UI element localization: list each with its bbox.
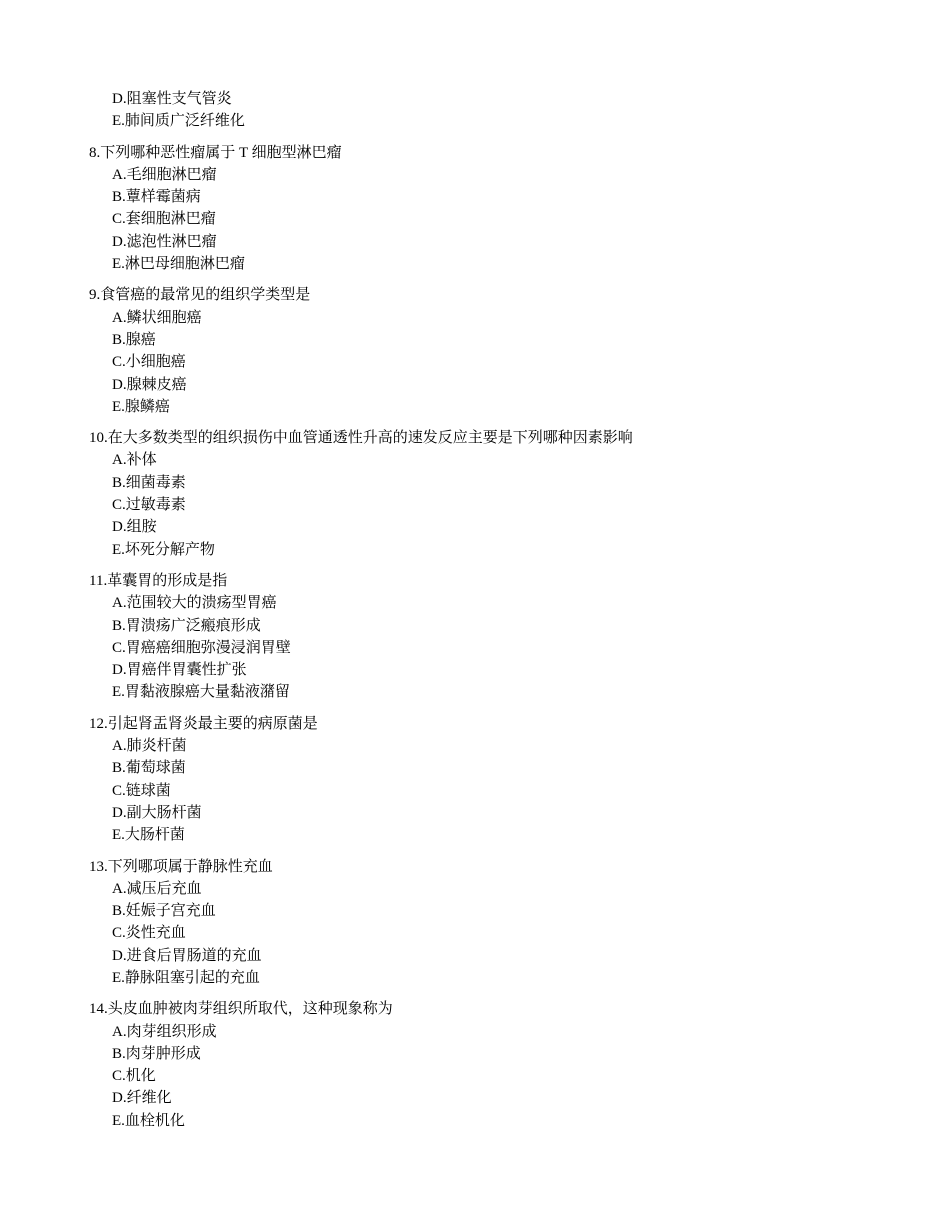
question-12	[89, 713, 869, 847]
question-stem: 14.头皮血肿被肉芽组织所取代，这种现象称为	[89, 1001, 393, 1018]
question-8	[89, 142, 869, 276]
option-text: D.滤泡性淋巴瘤	[112, 233, 217, 250]
option-text: E.血栓机化	[112, 1112, 185, 1129]
option-text: E.胃黏液腺癌大量黏液潴留	[112, 684, 290, 701]
question-14	[89, 998, 869, 1132]
option-text: B.葡萄球菌	[112, 760, 186, 777]
option-text: E.淋巴母细胞淋巴瘤	[112, 256, 245, 273]
question-stem: 12.引起肾盂肾炎最主要的病原菌是	[89, 715, 318, 732]
option-text: C.胃癌癌细胞弥漫浸润胃壁	[112, 639, 291, 656]
question-10	[89, 427, 869, 561]
option-text: E.静脉阻塞引起的充血	[112, 969, 260, 986]
option-text: C.过敏毒素	[112, 497, 186, 514]
option-text: C.套细胞淋巴瘤	[112, 211, 216, 228]
option-text: B.胃溃疡广泛瘢痕形成	[112, 617, 261, 634]
option-text: C.炎性充血	[112, 925, 186, 942]
option-text: A.肺炎杆菌	[112, 738, 187, 755]
option-text: A.范围较大的溃疡型胃癌	[112, 595, 277, 612]
question-13	[89, 856, 869, 990]
option-text: C.小细胞癌	[112, 354, 186, 371]
question-stem: 8.下列哪种恶性瘤属于 T 细胞型淋巴瘤	[89, 144, 342, 161]
question-list	[89, 88, 869, 1132]
question-9	[89, 284, 869, 418]
option-text: D.纤维化	[112, 1090, 172, 1107]
option-text: B.腺癌	[112, 331, 156, 348]
option-text: A.鳞状细胞癌	[112, 309, 202, 326]
option-text: E.坏死分解产物	[112, 541, 215, 558]
option-text: E.腺鳞癌	[112, 398, 170, 415]
question-stem: 10.在大多数类型的组织损伤中血管通透性升高的速发反应主要是下列哪种因素影响	[89, 430, 633, 447]
option-text: D.进食后胃肠道的充血	[112, 947, 262, 964]
option-text: A.补体	[112, 452, 157, 469]
option-text: E.大肠杆菌	[112, 827, 185, 844]
option-text: C.机化	[112, 1068, 156, 1085]
option-text: A.肉芽组织形成	[112, 1023, 217, 1040]
option-text: D.胃癌伴胃囊性扩张	[112, 662, 247, 679]
option-text: C.链球菌	[112, 782, 171, 799]
leading-options-block	[89, 88, 869, 133]
option-text: D.副大肠杆菌	[112, 804, 202, 821]
option-text: D.腺棘皮癌	[112, 376, 187, 393]
option-text: B.细菌毒素	[112, 474, 186, 491]
question-stem: 11.革囊胃的形成是指	[89, 572, 228, 589]
option-text: D.阻塞性支气管炎	[112, 91, 232, 107]
option-text: B.肉芽肿形成	[112, 1045, 201, 1062]
question-11	[89, 570, 869, 704]
option-text: B.蕈样霉菌病	[112, 189, 201, 206]
option-text: D.组胺	[112, 519, 157, 536]
question-stem: 13.下列哪项属于静脉性充血	[89, 858, 273, 875]
option-text: B.妊娠子宫充血	[112, 903, 216, 920]
option-text: E.肺间质广泛纤维化	[112, 113, 245, 130]
question-stem: 9.食管癌的最常见的组织学类型是	[89, 287, 311, 304]
option-text: A.减压后充血	[112, 880, 202, 897]
option-text: A.毛细胞淋巴瘤	[112, 166, 217, 183]
